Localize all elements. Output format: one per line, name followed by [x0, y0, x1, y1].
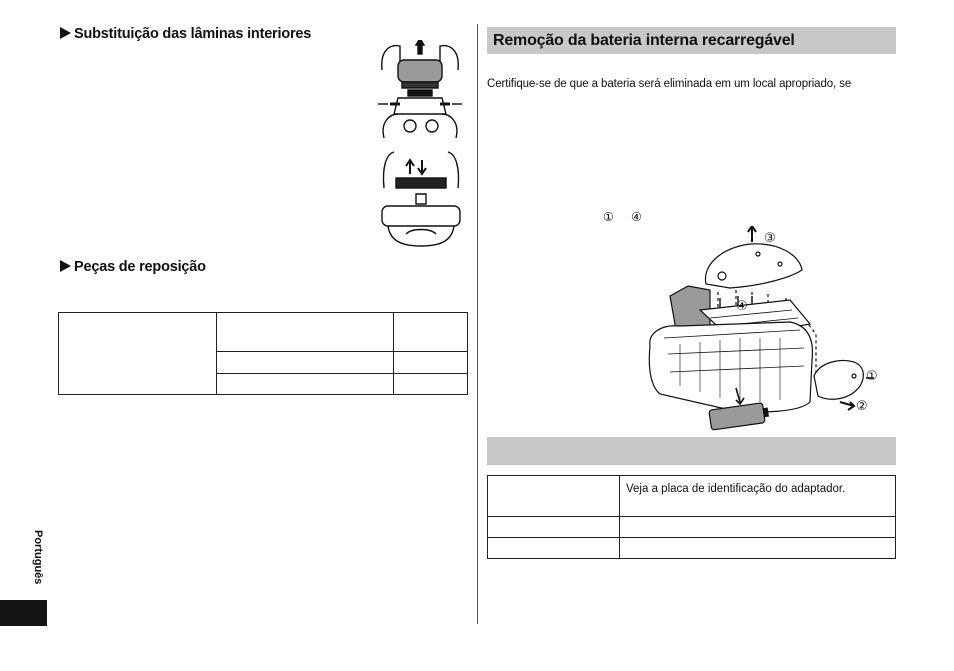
- spec-label: [488, 538, 620, 559]
- diagram-step-2: ②: [856, 399, 868, 414]
- spec-row: [488, 538, 896, 559]
- battery-removal-diagram: [640, 226, 890, 432]
- inner-blades-heading: Substituição das lâminas interiores: [60, 26, 311, 42]
- step-end-marker: ④: [631, 210, 642, 224]
- blade-removal-illustration: [370, 40, 470, 140]
- spec-label: [488, 476, 620, 517]
- parts-heading: Peças de reposição: [60, 259, 206, 275]
- spec-value: [620, 517, 896, 538]
- parts-table-cell: [217, 374, 394, 395]
- diagram-step-1: ①: [866, 369, 878, 384]
- parts-table-cell: [394, 352, 468, 374]
- spec-row: [488, 476, 896, 517]
- step-start-marker: ①: [603, 210, 614, 224]
- arrow-right-icon: [60, 27, 71, 39]
- arrow-right-icon: [60, 260, 71, 272]
- spec-value: [620, 538, 896, 559]
- battery-disposal-text: Certifique-se de que a bateria será eliminada em um local apropriado, se: [487, 78, 852, 90]
- specifications-table: [487, 475, 896, 559]
- blade-insertion-illustration: [376, 148, 466, 248]
- page-number-block: [0, 600, 47, 626]
- column-divider: [477, 24, 478, 624]
- battery-section-title: Remoção da bateria interna recarregável: [493, 32, 795, 49]
- parts-table-cell: [59, 313, 217, 395]
- parts-table-cell: [394, 313, 468, 352]
- battery-section-header: [487, 27, 896, 54]
- diagram-step-4: ④: [736, 299, 748, 314]
- language-tab: Português: [32, 530, 44, 585]
- spec-row: [488, 517, 896, 538]
- spec-value: Veja a placa de identificação do adaptador.: [620, 476, 896, 517]
- replacement-parts-table: [58, 312, 468, 395]
- parts-table-cell: [217, 352, 394, 374]
- parts-table-cell: [394, 374, 468, 395]
- diagram-step-3: ③: [764, 231, 776, 246]
- specifications-header: [487, 437, 896, 465]
- parts-table-cell: [217, 313, 394, 352]
- spec-label: [488, 517, 620, 538]
